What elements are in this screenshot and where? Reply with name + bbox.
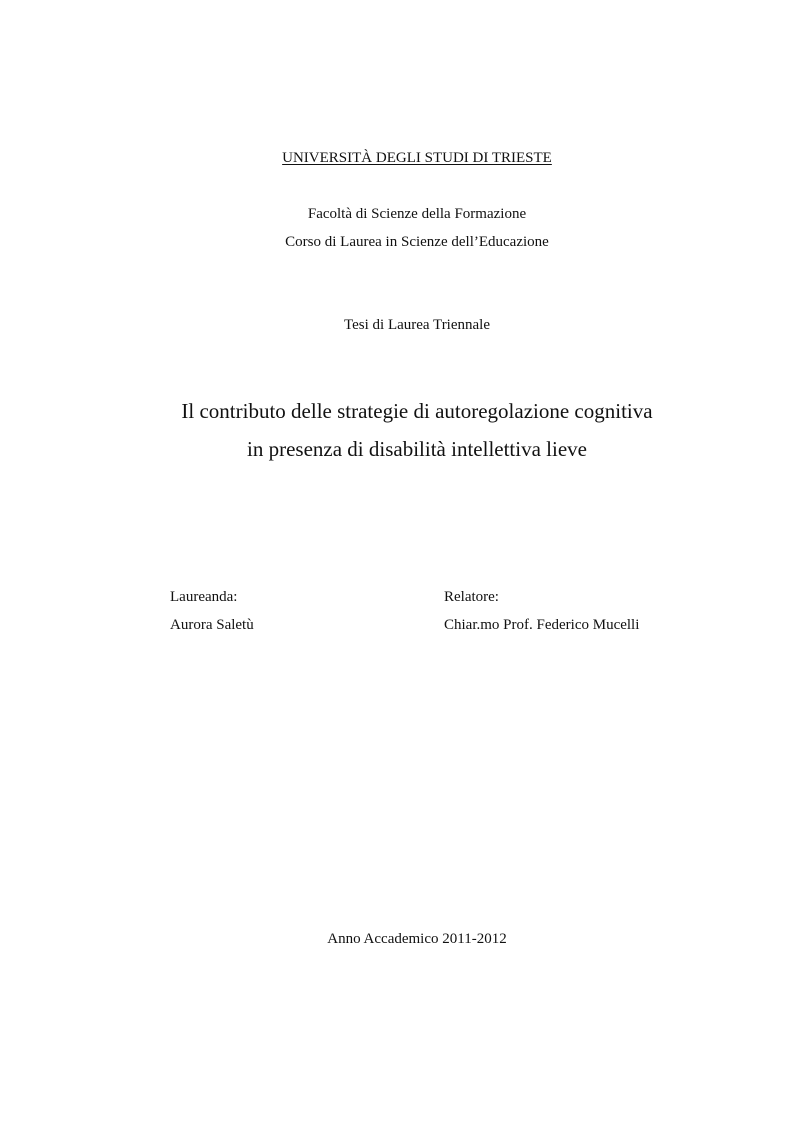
candidate-label: Laureanda: [170, 589, 238, 605]
faculty-name: Facoltà di Scienze della Formazione [307, 206, 527, 222]
academic-year: Anno Accademico 2011-2012 [327, 931, 507, 947]
supervisor-name: Chiar.mo Prof. Federico Mucelli [444, 617, 640, 633]
university-name: UNIVERSITÀ DEGLI STUDI DI TRIESTE [282, 150, 552, 166]
thesis-title-line-1: Il contributo delle strategie di autoregolazione cognitiva [181, 399, 653, 423]
candidate-name: Aurora Saletù [170, 617, 254, 633]
thesis-title-line-2: in presenza di disabilità intellettiva lieve [247, 437, 587, 461]
supervisor-label: Relatore: [444, 589, 499, 605]
thesis-type: Tesi di Laurea Triennale [344, 317, 490, 333]
course-name: Corso di Laurea in Scienze dell’Educazione [285, 234, 549, 250]
